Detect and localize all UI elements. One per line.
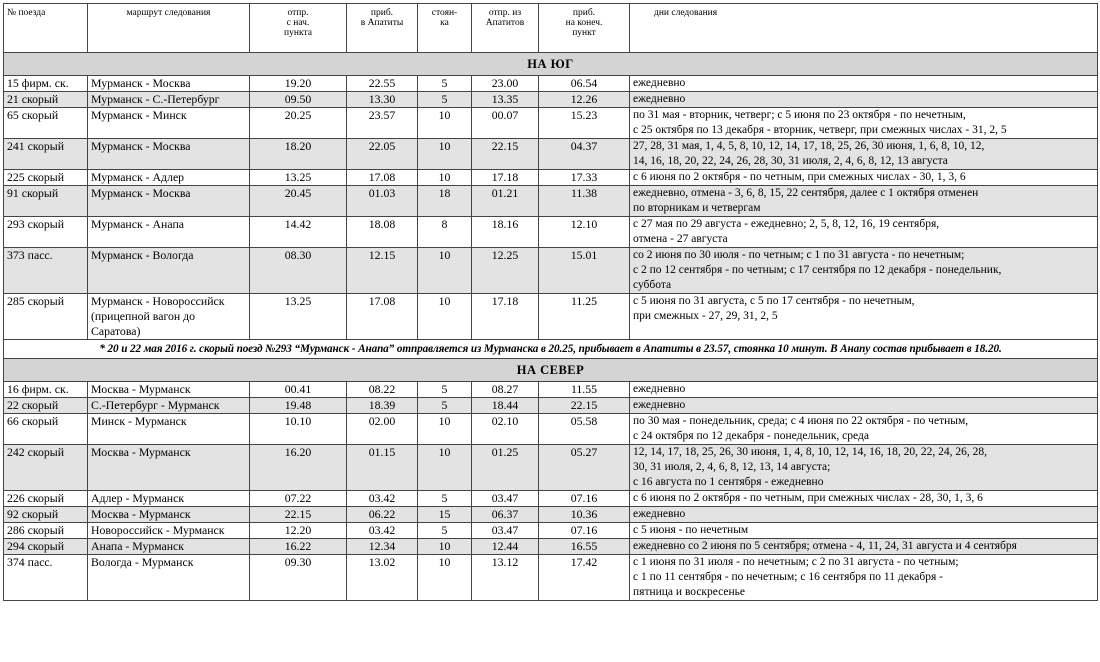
arrival-apatity-cell: 13.02 xyxy=(347,555,418,601)
departure-origin-cell: 13.25 xyxy=(250,170,347,186)
departure-apatity-cell: 01.25 xyxy=(472,445,539,491)
arrival-final-cell: 10.36 xyxy=(539,507,630,523)
route-cell: Новороссийск - Мурманск xyxy=(88,523,250,539)
header-row xyxy=(4,4,1098,53)
section-header-south xyxy=(4,53,1098,76)
table-row xyxy=(4,507,1098,523)
table-row xyxy=(4,186,1098,217)
departure-origin-cell: 20.45 xyxy=(250,186,347,217)
departure-origin-cell: 19.48 xyxy=(250,398,347,414)
route-cell: Мурманск - С.-Петербург xyxy=(88,92,250,108)
schedule-table xyxy=(3,3,1098,601)
arrival-final-cell: 17.42 xyxy=(539,555,630,601)
route-cell: Мурманск - Москва xyxy=(88,76,250,92)
arrival-final-cell: 12.26 xyxy=(539,92,630,108)
footnote-section xyxy=(4,340,1098,359)
departure-origin-cell: 08.30 xyxy=(250,248,347,294)
header-dep-origin: отпр. с нач. пункта xyxy=(250,4,347,53)
departure-apatity-cell: 13.12 xyxy=(472,555,539,601)
arrival-apatity-cell: 01.03 xyxy=(347,186,418,217)
departure-origin-cell: 19.20 xyxy=(250,76,347,92)
departure-apatity-cell: 02.10 xyxy=(472,414,539,445)
arrival-apatity-cell: 18.39 xyxy=(347,398,418,414)
departure-origin-cell: 09.30 xyxy=(250,555,347,601)
train-number-cell: 374 пасс. xyxy=(4,555,88,601)
departure-apatity-cell: 06.37 xyxy=(472,507,539,523)
departure-apatity-cell: 18.44 xyxy=(472,398,539,414)
departure-origin-cell: 13.25 xyxy=(250,294,347,340)
header-arr-final: приб. на конеч. пункт xyxy=(539,4,630,53)
stop-duration-cell: 10 xyxy=(418,445,472,491)
departure-apatity-cell: 12.44 xyxy=(472,539,539,555)
route-cell: С.-Петербург - Мурманск xyxy=(88,398,250,414)
train-number-cell: 294 скорый xyxy=(4,539,88,555)
table-row xyxy=(4,523,1098,539)
route-cell: Вологда - Мурманск xyxy=(88,555,250,601)
days-cell: с 27 мая по 29 августа - ежедневно; 2, 5, 8, 12, 16, 19 сентября, отмена - 27 августа xyxy=(630,217,1098,248)
departure-apatity-cell: 18.16 xyxy=(472,217,539,248)
departure-origin-cell: 07.22 xyxy=(250,491,347,507)
train-number-cell: 286 скорый xyxy=(4,523,88,539)
days-cell: ежедневно xyxy=(630,398,1098,414)
table-row xyxy=(4,170,1098,186)
arrival-final-cell: 15.01 xyxy=(539,248,630,294)
arrival-apatity-cell: 17.08 xyxy=(347,294,418,340)
departure-apatity-cell: 08.27 xyxy=(472,382,539,398)
route-cell: Москва - Мурманск xyxy=(88,507,250,523)
arrival-apatity-cell: 12.15 xyxy=(347,248,418,294)
departure-apatity-cell: 00.07 xyxy=(472,108,539,139)
arrival-apatity-cell: 22.05 xyxy=(347,139,418,170)
stop-duration-cell: 5 xyxy=(418,398,472,414)
arrival-final-cell: 07.16 xyxy=(539,491,630,507)
header-route: маршрут следования xyxy=(88,4,250,53)
arrival-apatity-cell: 17.08 xyxy=(347,170,418,186)
table-row xyxy=(4,555,1098,601)
departure-origin-cell: 00.41 xyxy=(250,382,347,398)
stop-duration-cell: 10 xyxy=(418,108,472,139)
arrival-apatity-cell: 06.22 xyxy=(347,507,418,523)
arrival-final-cell: 11.25 xyxy=(539,294,630,340)
arrival-apatity-cell: 03.42 xyxy=(347,523,418,539)
train-number-cell: 293 скорый xyxy=(4,217,88,248)
stop-duration-cell: 8 xyxy=(418,217,472,248)
stop-duration-cell: 18 xyxy=(418,186,472,217)
table-row xyxy=(4,398,1098,414)
route-cell: Москва - Мурманск xyxy=(88,382,250,398)
route-cell: Мурманск - Москва xyxy=(88,139,250,170)
train-number-cell: 241 скорый xyxy=(4,139,88,170)
section-title-south: НА ЮГ xyxy=(4,53,1098,76)
route-cell: Мурманск - Анапа xyxy=(88,217,250,248)
days-cell: 12, 14, 17, 18, 25, 26, 30 июня, 1, 4, 8, 10, 12, 14, 16, 18, 20, 22, 24, 26, 28, 30, 31 июля, 2, 4, 6, 8, 12, 13, 14 августа; с 16 августа по 1 сентября - ежедневно xyxy=(630,445,1098,491)
table-row xyxy=(4,414,1098,445)
table-row xyxy=(4,382,1098,398)
arrival-apatity-cell: 22.55 xyxy=(347,76,418,92)
stop-duration-cell: 15 xyxy=(418,507,472,523)
stop-duration-cell: 10 xyxy=(418,414,472,445)
departure-apatity-cell: 03.47 xyxy=(472,523,539,539)
route-cell: Мурманск - Минск xyxy=(88,108,250,139)
departure-apatity-cell: 13.35 xyxy=(472,92,539,108)
train-number-cell: 15 фирм. ск. xyxy=(4,76,88,92)
stop-duration-cell: 5 xyxy=(418,382,472,398)
table-row xyxy=(4,445,1098,491)
stop-duration-cell: 10 xyxy=(418,170,472,186)
train-number-cell: 225 скорый xyxy=(4,170,88,186)
departure-apatity-cell: 01.21 xyxy=(472,186,539,217)
header-stop: стоян- ка xyxy=(418,4,472,53)
route-cell: Москва - Мурманск xyxy=(88,445,250,491)
days-cell: ежедневно xyxy=(630,382,1098,398)
train-number-cell: 242 скорый xyxy=(4,445,88,491)
train-number-cell: 285 скорый xyxy=(4,294,88,340)
route-cell: Анапа - Мурманск xyxy=(88,539,250,555)
train-number-cell: 21 скорый xyxy=(4,92,88,108)
stop-duration-cell: 10 xyxy=(418,294,472,340)
departure-apatity-cell: 22.15 xyxy=(472,139,539,170)
arrival-final-cell: 16.55 xyxy=(539,539,630,555)
arrival-final-cell: 11.55 xyxy=(539,382,630,398)
table-row xyxy=(4,139,1098,170)
departure-origin-cell: 20.25 xyxy=(250,108,347,139)
route-cell: Минск - Мурманск xyxy=(88,414,250,445)
header-train: № поезда xyxy=(4,4,88,53)
stop-duration-cell: 10 xyxy=(418,139,472,170)
arrival-apatity-cell: 12.34 xyxy=(347,539,418,555)
arrival-final-cell: 17.33 xyxy=(539,170,630,186)
route-cell: Адлер - Мурманск xyxy=(88,491,250,507)
table-row xyxy=(4,539,1098,555)
days-cell: с 1 июня по 31 июля - по нечетным; с 2 по 31 августа - по четным; с 1 по 11 сентября - по нечетным; с 16 сентября по 11 декабря - пятница и воскресенье xyxy=(630,555,1098,601)
departure-origin-cell: 18.20 xyxy=(250,139,347,170)
days-cell: ежедневно xyxy=(630,76,1098,92)
table-row xyxy=(4,248,1098,294)
arrival-final-cell: 11.38 xyxy=(539,186,630,217)
header-days: дни следования xyxy=(630,4,1098,53)
departure-origin-cell: 09.50 xyxy=(250,92,347,108)
table-row xyxy=(4,108,1098,139)
arrival-final-cell: 05.27 xyxy=(539,445,630,491)
train-number-cell: 65 скорый xyxy=(4,108,88,139)
departure-apatity-cell: 23.00 xyxy=(472,76,539,92)
days-cell: по 30 мая - понедельник, среда; с 4 июня по 22 октября - по четным, с 24 октября по 12 декабря - понедельник, среда xyxy=(630,414,1098,445)
route-cell: Мурманск - Адлер xyxy=(88,170,250,186)
table-row xyxy=(4,76,1098,92)
table-row xyxy=(4,294,1098,340)
route-cell: Мурманск - Вологда xyxy=(88,248,250,294)
stop-duration-cell: 5 xyxy=(418,491,472,507)
departure-origin-cell: 22.15 xyxy=(250,507,347,523)
arrival-apatity-cell: 03.42 xyxy=(347,491,418,507)
footnote-row xyxy=(4,340,1098,359)
arrival-apatity-cell: 08.22 xyxy=(347,382,418,398)
departure-origin-cell: 16.20 xyxy=(250,445,347,491)
stop-duration-cell: 5 xyxy=(418,92,472,108)
table-row xyxy=(4,217,1098,248)
train-number-cell: 373 пасс. xyxy=(4,248,88,294)
arrival-apatity-cell: 01.15 xyxy=(347,445,418,491)
departure-origin-cell: 10.10 xyxy=(250,414,347,445)
arrival-final-cell: 05.58 xyxy=(539,414,630,445)
departure-origin-cell: 12.20 xyxy=(250,523,347,539)
stop-duration-cell: 5 xyxy=(418,523,472,539)
header-arr-apatity: приб. в Апатиты xyxy=(347,4,418,53)
days-cell: ежедневно xyxy=(630,507,1098,523)
days-cell: с 5 июня - по нечетным xyxy=(630,523,1098,539)
train-number-cell: 22 скорый xyxy=(4,398,88,414)
route-cell: Мурманск - Новороссийск (прицепной вагон до Саратова) xyxy=(88,294,250,340)
days-cell: с 6 июня по 2 октября - по четным, при смежных числах - 28, 30, 1, 3, 6 xyxy=(630,491,1098,507)
section-header-north xyxy=(4,359,1098,382)
departure-apatity-cell: 17.18 xyxy=(472,294,539,340)
days-cell: ежедневно со 2 июня по 5 сентября; отмена - 4, 11, 24, 31 августа и 4 сентября xyxy=(630,539,1098,555)
arrival-final-cell: 06.54 xyxy=(539,76,630,92)
table-row xyxy=(4,491,1098,507)
days-cell: по 31 мая - вторник, четверг; с 5 июня по 23 октября - по нечетным, с 25 октября по 13 декабря - вторник, четверг, при смежных числах - 31, 2, 5 xyxy=(630,108,1098,139)
arrival-apatity-cell: 18.08 xyxy=(347,217,418,248)
days-cell: ежедневно, отмена - 3, 6, 8, 15, 22 сентября, далее с 1 октября отменен по вторникам и четвергам xyxy=(630,186,1098,217)
days-cell: со 2 июня по 30 июля - по четным; с 1 по 31 августа - по нечетным; с 2 по 12 сентября - по четным; с 17 сентября по 12 декабря - понедельник, суббота xyxy=(630,248,1098,294)
arrival-final-cell: 04.37 xyxy=(539,139,630,170)
days-cell: с 6 июня по 2 октября - по четным, при смежных числах - 30, 1, 3, 6 xyxy=(630,170,1098,186)
arrival-final-cell: 07.16 xyxy=(539,523,630,539)
train-number-cell: 16 фирм. ск. xyxy=(4,382,88,398)
table-row xyxy=(4,92,1098,108)
header-dep-apatity: отпр. из Апатитов xyxy=(472,4,539,53)
stop-duration-cell: 10 xyxy=(418,539,472,555)
footnote-text: * 20 и 22 мая 2016 г. скорый поезд №293 “Мурманск - Анапа” отправляется из Мурманска в 20.25, прибывает в Апатиты в 23.57, стоянка 10 минут. В Анапу состав прибывает в 18.20. xyxy=(4,340,1098,359)
arrival-final-cell: 22.15 xyxy=(539,398,630,414)
section-title-north: НА СЕВЕР xyxy=(4,359,1098,382)
stop-duration-cell: 5 xyxy=(418,76,472,92)
days-cell: ежедневно xyxy=(630,92,1098,108)
arrival-final-cell: 12.10 xyxy=(539,217,630,248)
arrival-final-cell: 15.23 xyxy=(539,108,630,139)
departure-origin-cell: 16.22 xyxy=(250,539,347,555)
departure-apatity-cell: 12.25 xyxy=(472,248,539,294)
days-cell: с 5 июня по 31 августа, с 5 по 17 сентября - по нечетным, при смежных - 27, 29, 31, 2, 5 xyxy=(630,294,1098,340)
south-section xyxy=(4,53,1098,340)
stop-duration-cell: 10 xyxy=(418,555,472,601)
arrival-apatity-cell: 02.00 xyxy=(347,414,418,445)
departure-apatity-cell: 17.18 xyxy=(472,170,539,186)
route-cell: Мурманск - Москва xyxy=(88,186,250,217)
train-number-cell: 92 скорый xyxy=(4,507,88,523)
arrival-apatity-cell: 23.57 xyxy=(347,108,418,139)
arrival-apatity-cell: 13.30 xyxy=(347,92,418,108)
departure-origin-cell: 14.42 xyxy=(250,217,347,248)
north-section xyxy=(4,359,1098,601)
days-cell: 27, 28, 31 мая, 1, 4, 5, 8, 10, 12, 14, 17, 18, 25, 26, 30 июня, 1, 6, 8, 10, 12, 14, 16, 18, 20, 22, 24, 26, 28, 30, 31 июля, 2, 4, 6, 8, 12, 13 августа xyxy=(630,139,1098,170)
train-number-cell: 66 скорый xyxy=(4,414,88,445)
train-number-cell: 226 скорый xyxy=(4,491,88,507)
departure-apatity-cell: 03.47 xyxy=(472,491,539,507)
train-number-cell: 91 скорый xyxy=(4,186,88,217)
stop-duration-cell: 10 xyxy=(418,248,472,294)
